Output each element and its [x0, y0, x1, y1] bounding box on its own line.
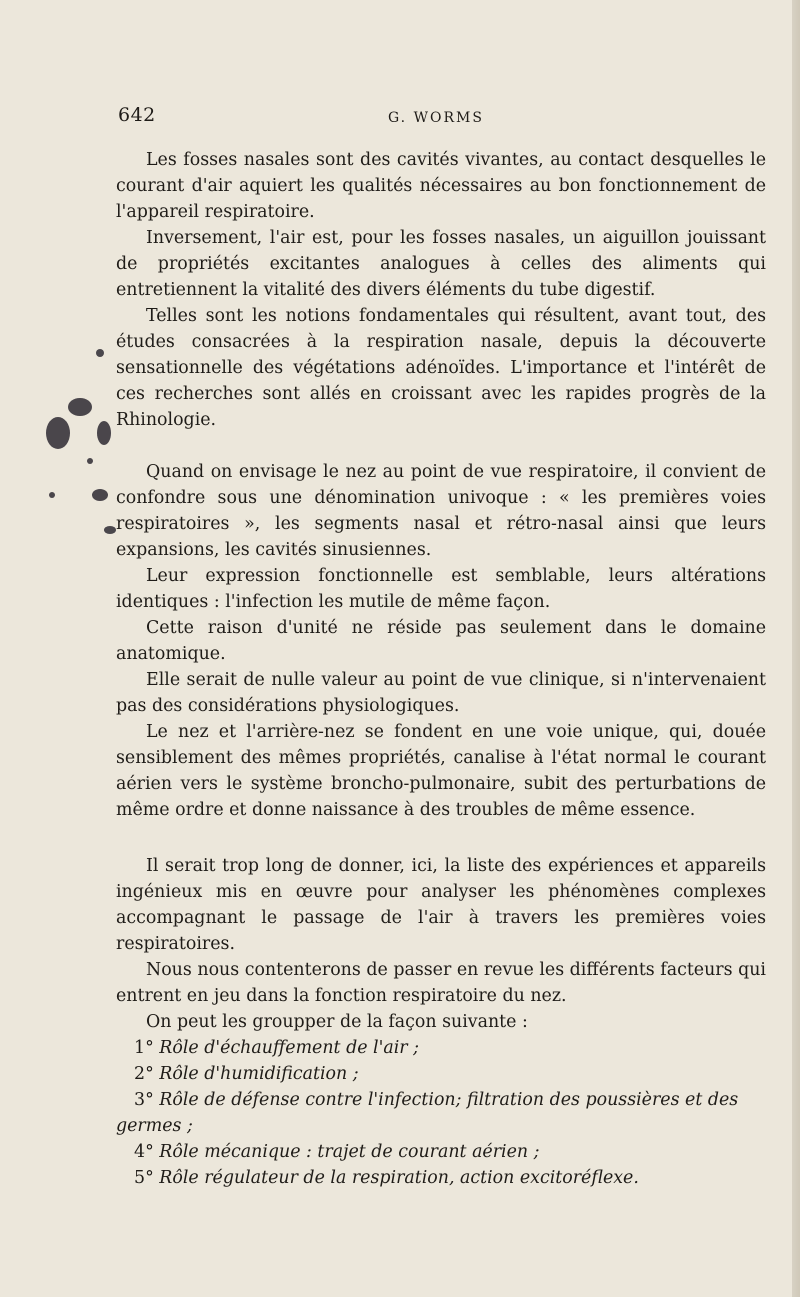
paragraph: Nous nous contenterons de passer en revue les différents facteurs qui entrent en jeu dans la fonction respiratoire du nez.	[116, 960, 766, 1006]
page-edge	[792, 0, 800, 1297]
page-number: 642	[118, 104, 156, 126]
paragraph: Les fosses nasales sont des cavités vivantes, au contact desquelles le courant d'air aquiert les qualités nécessaires au bon fonctionnement de l'appareil respiratoire.	[116, 150, 766, 222]
paragraph: Le nez et l'arrière-nez se fondent en une voie unique, qui, douée sensiblement des mêmes propriétés, canalise à l'état normal le courant aérien vers le système broncho-pulmonaire, subit des perturbations de même ordre et donne naissance à des troubles de même essence.	[116, 722, 766, 820]
list-item: 5° Rôle régulateur de la respiration, action excitoréflexe.	[134, 1168, 639, 1188]
paragraph: Inversement, l'air est, pour les fosses nasales, un aiguillon jouissant de propriétés excitantes analogues à celles des aliments qui entretiennent la vitalité des divers éléments du tube digestif.	[116, 228, 766, 300]
page-header	[118, 104, 678, 134]
factor-list	[116, 1035, 766, 1191]
section-gap	[116, 823, 766, 853]
running-head: G. WORMS	[388, 110, 484, 126]
list-item: 3° Rôle de défense contre l'infection; filtration des poussières et des germes ;	[116, 1090, 739, 1136]
paragraph: Cette raison d'unité ne réside pas seulement dans le domaine anatomique.	[116, 618, 766, 664]
document-body	[116, 147, 766, 1191]
paragraph: Telles sont les notions fondamentales qui résultent, avant tout, des études consacrées à la respiration nasale, depuis la découverte sensationnelle des végétations adénoïdes. L'importance et l'intérêt de ces recherches sont allés en croissant avec les rapides progrès de la Rhinologie.	[116, 306, 766, 430]
paragraph: Quand on envisage le nez au point de vue respiratoire, il convient de confondre sous une dénomination univoque : « les premières voies respiratoires », les segments nasal et rétro-nasal ainsi que leurs expansions, les cavités sinusiennes.	[116, 462, 766, 560]
paragraph: On peut les groupper de la façon suivante :	[146, 1012, 528, 1032]
paragraph: Leur expression fonctionnelle est semblable, leurs altérations identiques : l'infection les mutile de même façon.	[116, 566, 766, 612]
list-item: 1° Rôle d'échauffement de l'air ;	[134, 1038, 419, 1058]
list-item: 2° Rôle d'humidification ;	[134, 1064, 359, 1084]
paragraph: Elle serait de nulle valeur au point de vue clinique, si n'intervenaient pas des considérations physiologiques.	[116, 670, 766, 716]
paragraph: Il serait trop long de donner, ici, la liste des expériences et appareils ingénieux mis en œuvre pour analyser les phénomènes complexes accompagnant le passage de l'air à travers les premières voies respiratoires.	[116, 856, 766, 954]
list-item: 4° Rôle mécanique : trajet de courant aérien ;	[134, 1142, 540, 1162]
